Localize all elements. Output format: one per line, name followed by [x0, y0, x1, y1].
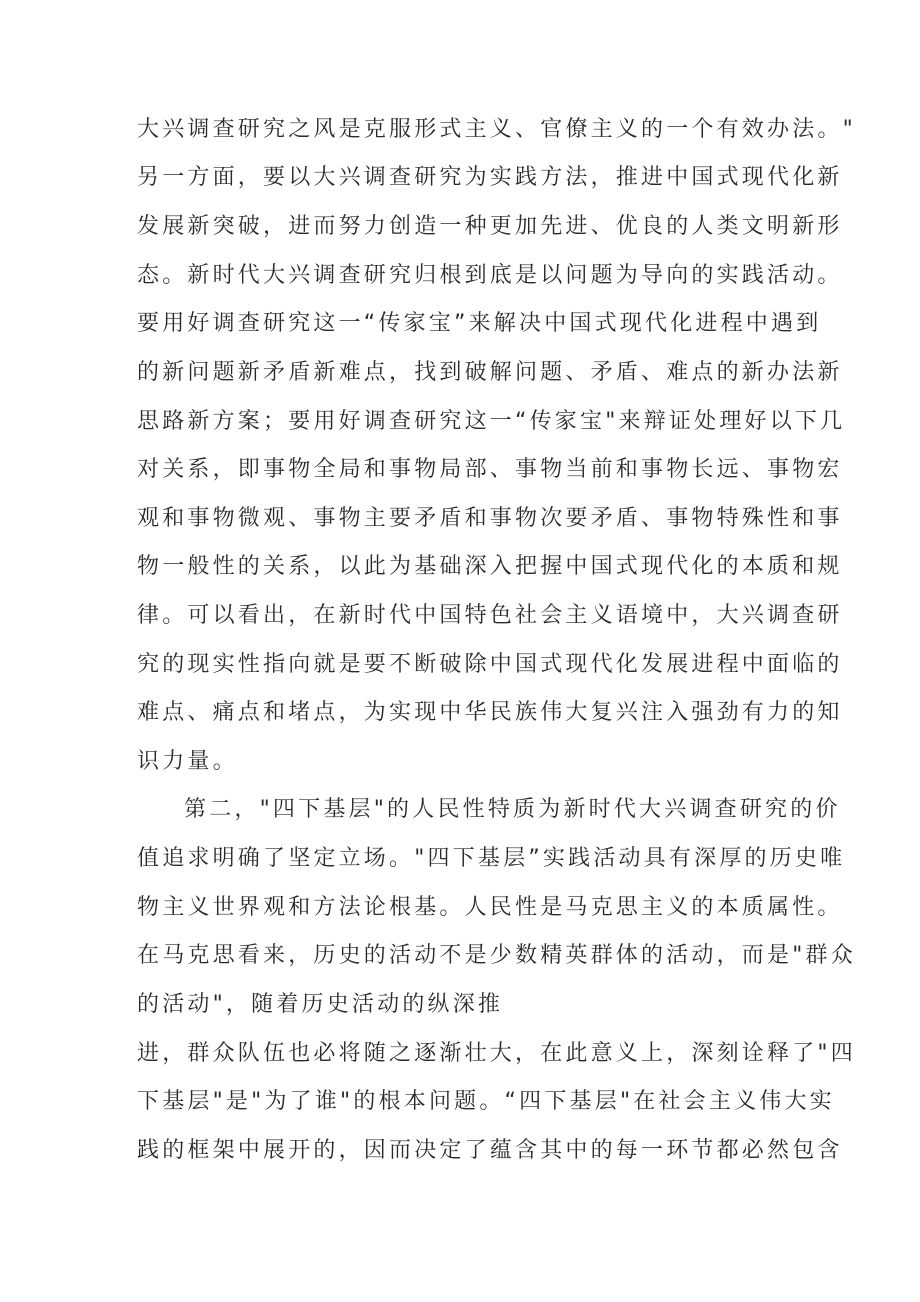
body-text-line: 物主义世界观和方法论根基。人民性是马克思主义的本质属性。	[137, 895, 843, 920]
body-text-line: 发展新突破，进而努力创造一种更加先进、优良的人类文明新形	[137, 214, 843, 239]
body-text-line: 律。可以看出，在新时代中国特色社会主义语境中，大兴调查研	[137, 603, 843, 628]
body-text-line: 践的框架中展开的，因而决定了蕴含其中的每一环节都必然包含	[137, 1138, 843, 1163]
body-text-line: 对关系，即事物全局和事物局部、事物当前和事物长远、事物宏	[137, 457, 843, 482]
body-text-line: 观和事物微观、事物主要矛盾和事物次要矛盾、事物特殊性和事	[137, 506, 843, 531]
body-text-line: 思路新方案；要用好调查研究这一“传家宝"来辩证处理好以下几	[137, 409, 846, 434]
body-text-line: 在马克思看来，历史的活动不是少数精英群体的活动，而是"群众	[137, 943, 856, 968]
body-text-line: 值追求明确了坚定立场。"四下基层”实践活动具有深厚的历史唯	[137, 846, 846, 871]
body-text-line: 的活动"，随着历史活动的纵深推	[137, 992, 504, 1017]
body-text-line: 大兴调查研究之风是克服形式主义、官僚主义的一个有效办法。"	[137, 117, 856, 142]
body-text-line: 进，群众队伍也必将随之逐渐壮大，在此意义上，深刻诠释了"四	[137, 1041, 856, 1066]
body-text-line: 究的现实性指向就是要不断破除中国式现代化发展进程中面临的	[137, 652, 843, 677]
body-text-line: 要用好调查研究这一“传家宝”来解决中国式现代化进程中遇到	[137, 311, 822, 336]
body-text-line: 态。新时代大兴调查研究归根到底是以问题为导向的实践活动。	[137, 263, 843, 288]
body-text-line: 识力量。	[137, 749, 238, 774]
body-text-line: 的新问题新矛盾新难点，找到破解问题、矛盾、难点的新办法新	[137, 360, 843, 385]
body-text-line: 物一般性的关系，以此为基础深入把握中国式现代化的本质和规	[137, 554, 843, 579]
body-text-line: 另一方面，要以大兴调查研究为实践方法，推进中国式现代化新	[137, 165, 843, 190]
paragraph-first-line: 第二，"四下基层"的人民性特质为新时代大兴调查研究的价	[184, 797, 841, 822]
body-text-line: 难点、痛点和堵点，为实现中华民族伟大复兴注入强劲有力的知	[137, 700, 843, 725]
body-text-line: 下基层"是"为了谁"的根本问题。“四下基层"在社会主义伟大实	[137, 1089, 835, 1114]
